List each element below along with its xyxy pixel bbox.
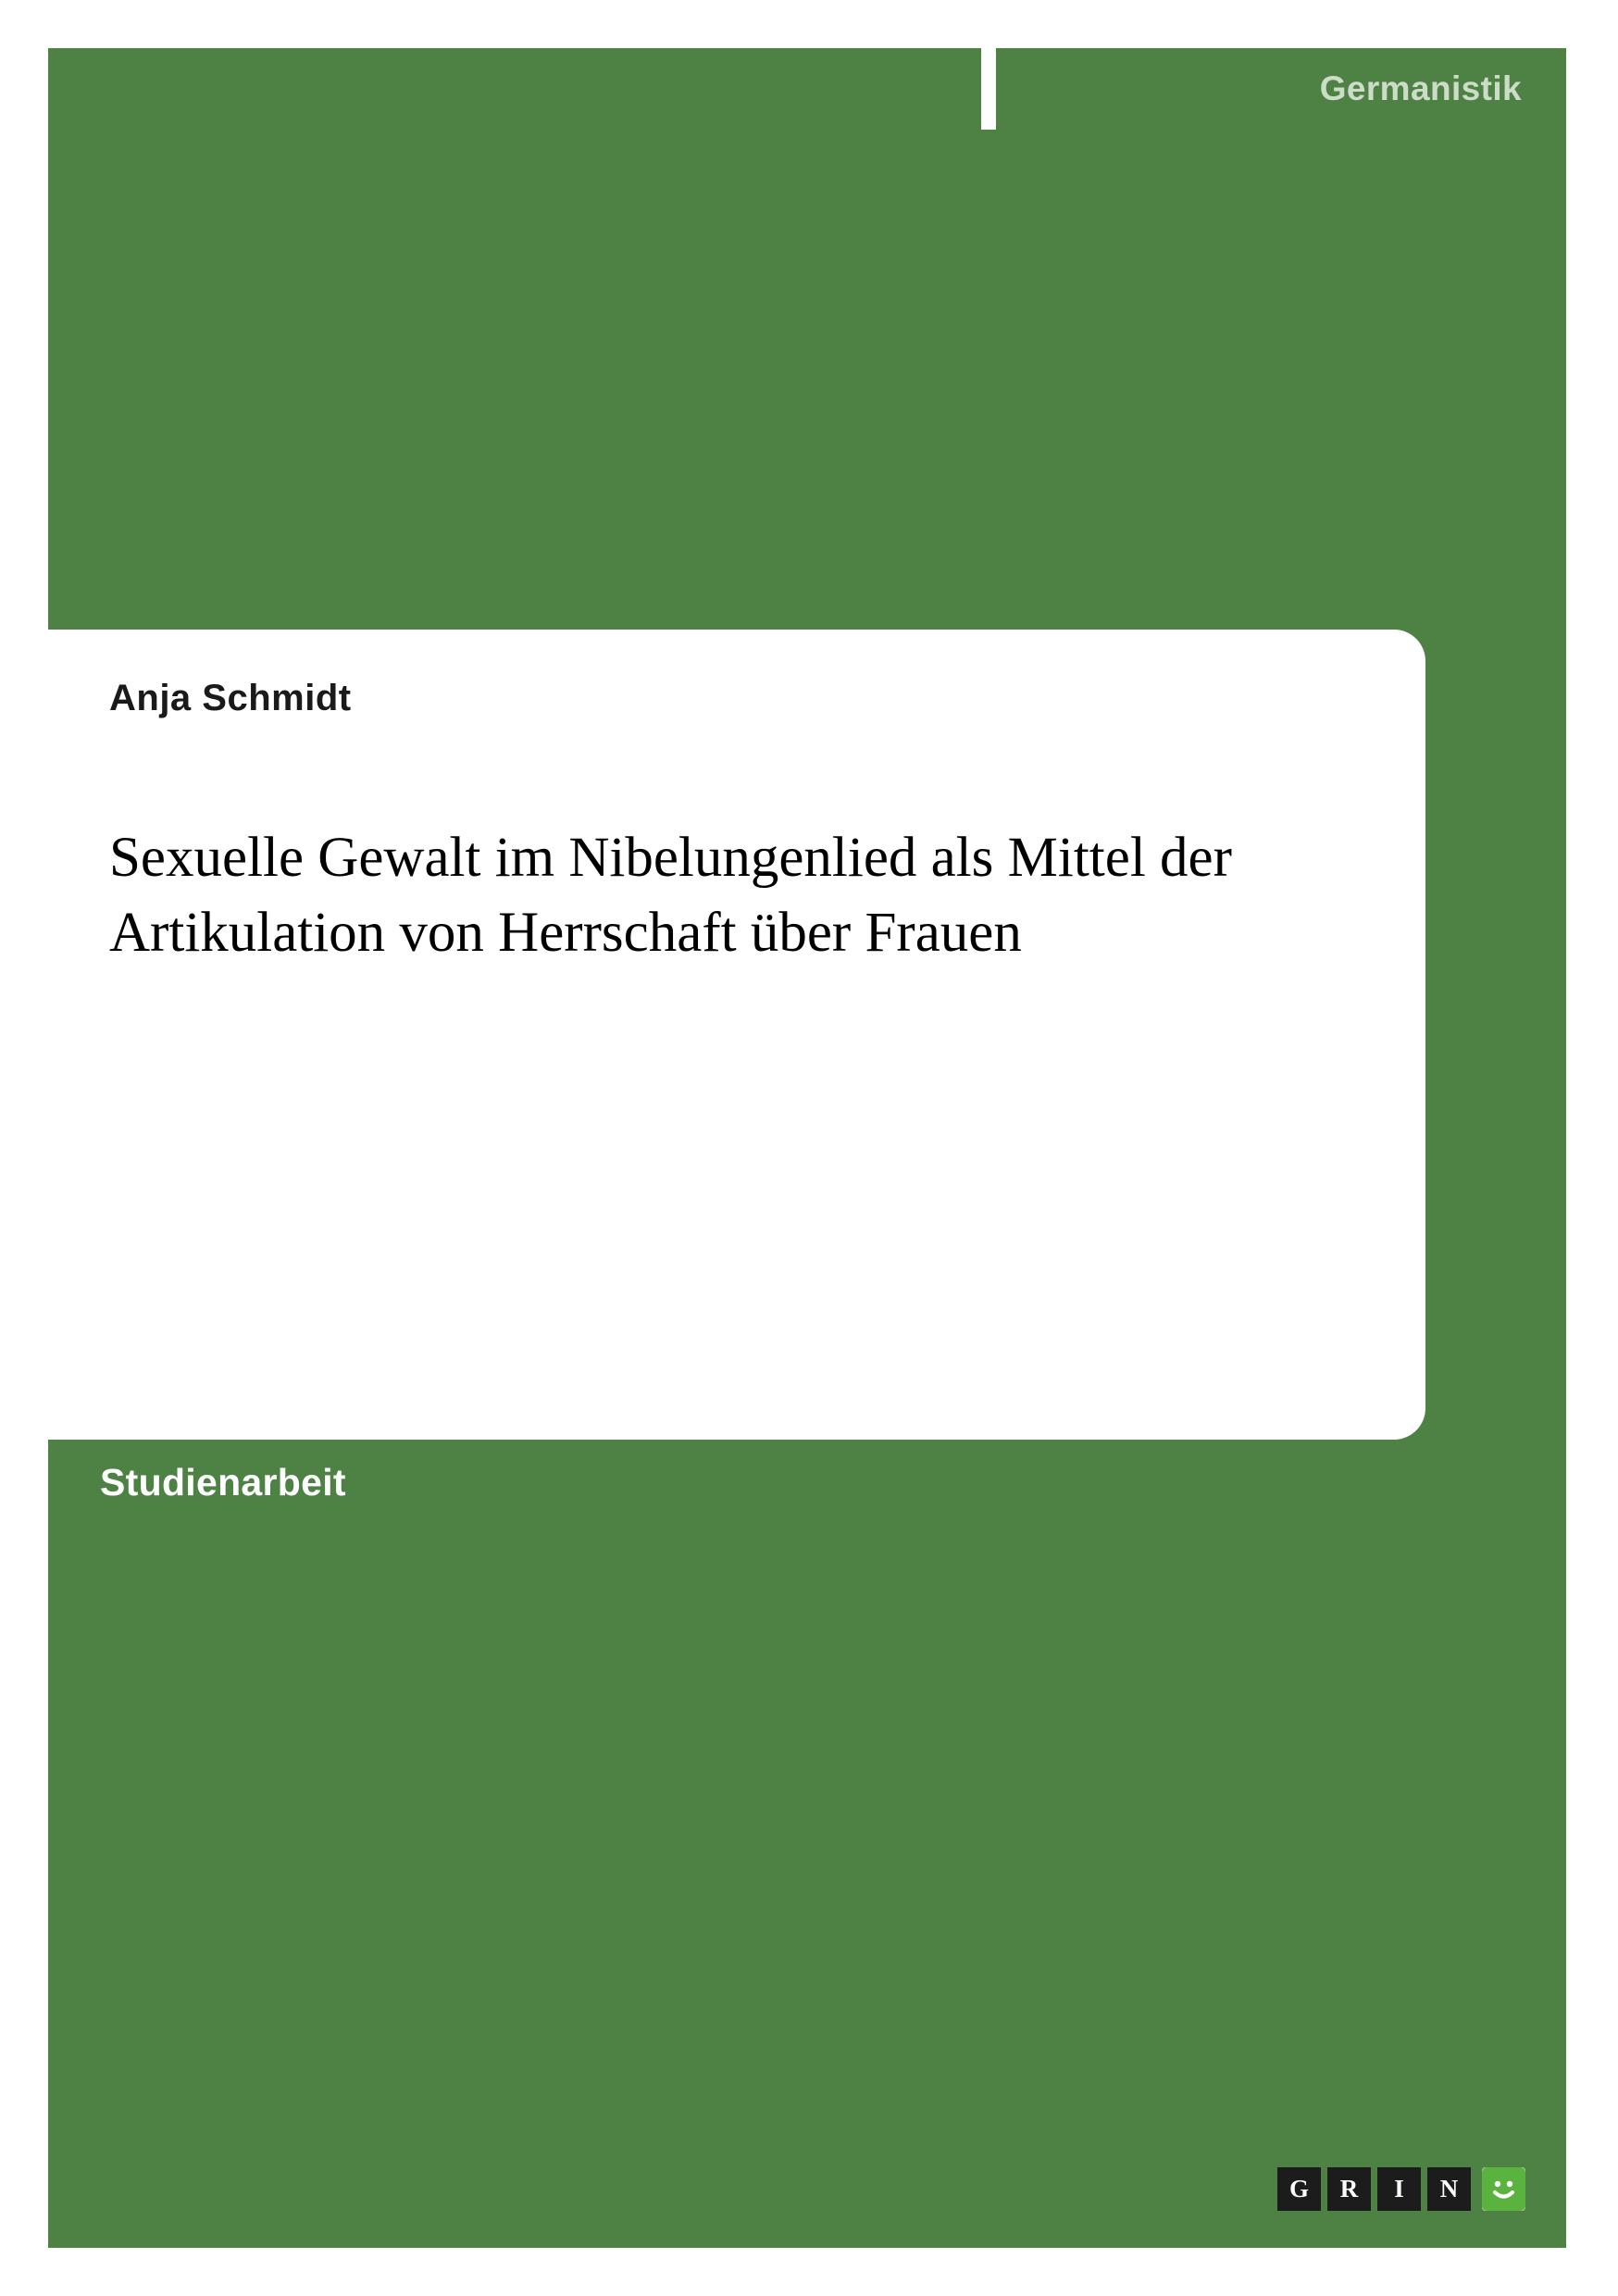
smiley-icon <box>1482 2167 1525 2211</box>
category-band <box>996 48 1566 130</box>
category-label: Germanistik <box>1319 69 1522 107</box>
logo-letter-i: I <box>1377 2167 1421 2211</box>
logo-letter-g: G <box>1277 2167 1321 2211</box>
page-title: Sexuelle Gewalt im Nibelungenlied als Mittel der Artikulation von Herrschaft über Frauen <box>109 827 1232 964</box>
author-name: Anja Schmidt <box>109 678 352 718</box>
logo-letter-n: N <box>1427 2167 1471 2211</box>
logo-letter-r: R <box>1327 2167 1371 2211</box>
document-type-label: Studienarbeit <box>100 1461 346 1504</box>
grin-logo <box>1277 2167 1525 2211</box>
title-card <box>0 630 1425 1440</box>
